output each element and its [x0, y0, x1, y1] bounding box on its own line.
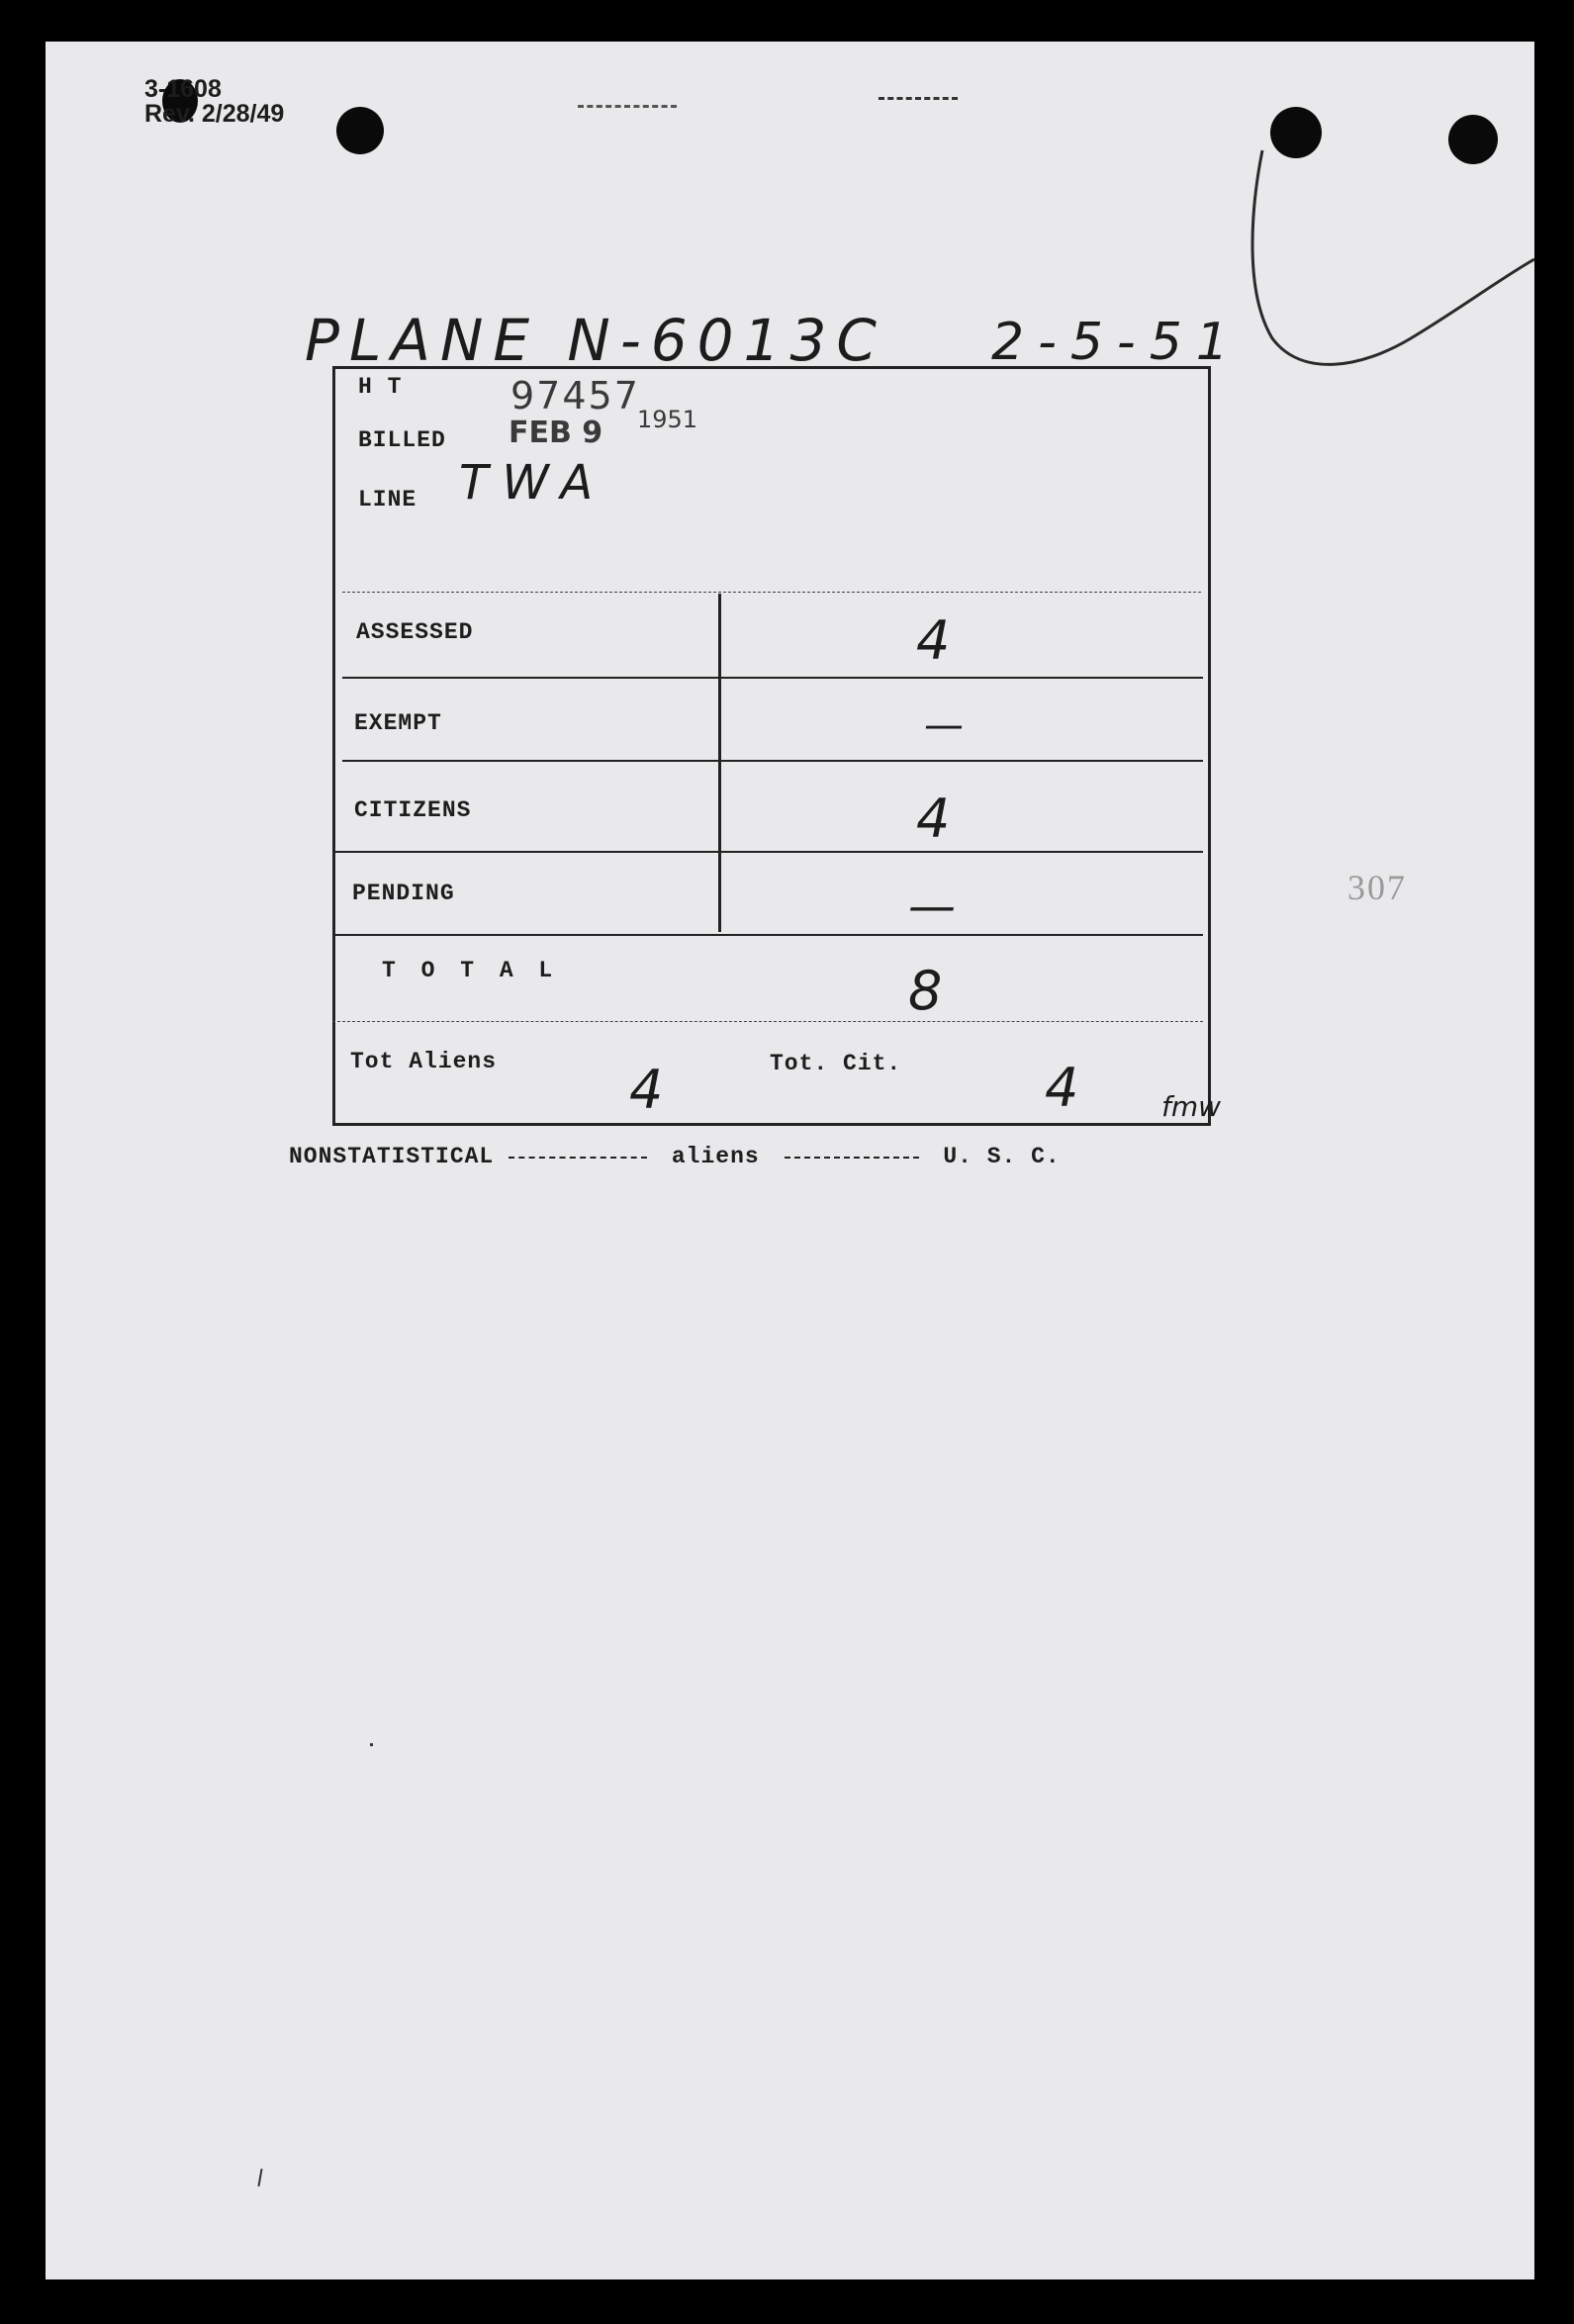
nonstatistical-label: NONSTATISTICAL [289, 1144, 495, 1169]
stray-mark [257, 2169, 262, 2186]
usc-label: U. S. C. [943, 1144, 1061, 1169]
billed-stamp-year: 1951 [637, 406, 698, 433]
row-label-pending: PENDING [352, 881, 455, 906]
row-label-exempt: EXEMPT [354, 710, 442, 736]
form-number: 3-1608 [144, 75, 222, 103]
row-value-citizens: 4 [916, 788, 951, 850]
form-revision: Rev. 2/28/49 [144, 100, 285, 128]
total-label: T O T A L [382, 958, 559, 983]
document-page [46, 42, 1534, 2279]
nonstatistical-blank [509, 1155, 647, 1159]
divider [332, 1021, 1203, 1024]
aliens-label: aliens [671, 1144, 760, 1169]
tot-cit-value: 4 [1045, 1057, 1079, 1119]
stray-mark [879, 97, 958, 103]
column-divider [718, 594, 721, 932]
row-label-assessed: ASSESSED [356, 619, 474, 645]
tot-cit-label: Tot. Cit. [770, 1051, 902, 1076]
handwritten-date: 2-5-51 [991, 313, 1243, 372]
punch-hole-left-2 [336, 107, 384, 154]
total-value: 8 [908, 960, 943, 1022]
handwritten-initials: fmw [1161, 1090, 1222, 1123]
line-label: LINE [358, 487, 417, 512]
aliens-blank [785, 1155, 919, 1159]
handwritten-check-mark [1243, 140, 1539, 437]
stray-mark [578, 105, 677, 111]
stray-mark [370, 1743, 373, 1746]
divider [342, 677, 1203, 679]
row-value-pending: — [908, 879, 956, 934]
page-number: 307 [1347, 868, 1407, 907]
handwritten-plane-number: PLANE N-6013C [305, 307, 886, 374]
divider [332, 934, 1203, 936]
tot-aliens-value: 4 [629, 1059, 664, 1121]
line-value: TWA [459, 455, 607, 511]
row-value-exempt: — [924, 702, 964, 748]
billed-stamp-date: FEB 9 [509, 416, 603, 450]
divider [342, 592, 1201, 595]
divider [342, 760, 1203, 762]
nonstatistical-line [289, 1144, 1061, 1169]
ht-label: H T [358, 374, 403, 400]
tot-aliens-label: Tot Aliens [350, 1049, 498, 1074]
form-number-block [144, 75, 284, 129]
ht-stamp-number: 97457 [510, 374, 640, 418]
divider [332, 851, 1203, 853]
row-label-citizens: CITIZENS [354, 797, 472, 823]
billed-label: BILLED [358, 427, 446, 453]
row-value-assessed: 4 [916, 609, 951, 672]
